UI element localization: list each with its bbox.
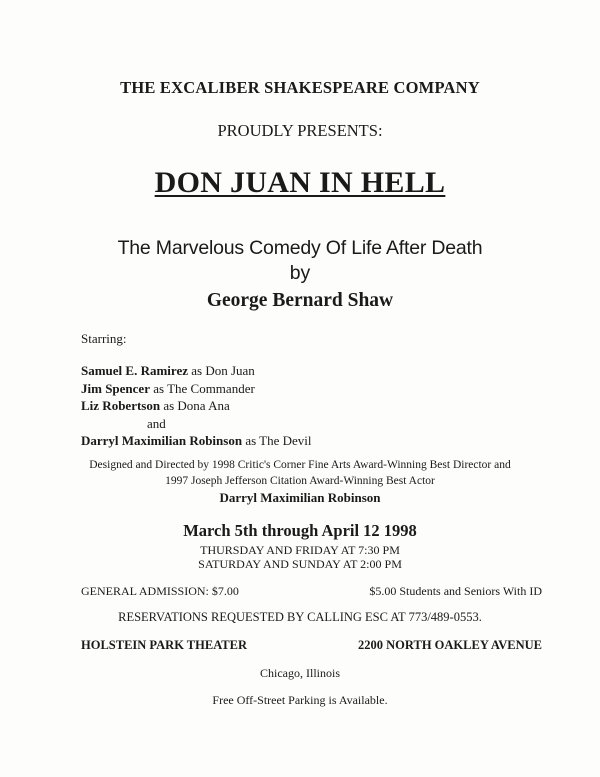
starring-label: Starring: — [81, 331, 127, 346]
cast-member-name: Jim Spencer — [81, 381, 150, 396]
performance-dates: March 5th through April 12 1998 — [183, 521, 417, 540]
play-title: DON JUAN IN HELL — [154, 166, 446, 199]
cast-member-role: as Don Juan — [188, 363, 255, 378]
city-line: Chicago, Illinois — [260, 666, 340, 680]
cast-member-role: as The Commander — [149, 381, 255, 396]
credits-line-1: Designed and Directed by 1998 Critic's Corner Fine Arts Award-Winning Best Director and — [89, 459, 511, 471]
company-name: THE EXCALIBER SHAKESPEARE COMPANY — [120, 78, 480, 97]
student-senior-price: $5.00 Students and Seniors With ID — [369, 584, 542, 598]
performance-time: THURSDAY AND FRIDAY AT 7:30 PM — [200, 543, 400, 557]
cast-member — [81, 381, 255, 397]
cast-member-name: Samuel E. Ramirez — [81, 363, 188, 378]
cast-member-role: as The Devil — [242, 433, 312, 448]
cast-member-role: as Dona Ana — [160, 398, 230, 413]
play-subtitle: The Marvelous Comedy Of Life After Death — [117, 237, 483, 259]
general-admission-price: GENERAL ADMISSION: $7.00 — [81, 584, 239, 598]
cast-member — [81, 398, 230, 414]
cast-member-name: Darryl Maximilian Robinson — [81, 433, 243, 448]
performance-time: SATURDAY AND SUNDAY AT 2:00 PM — [198, 557, 402, 571]
cast-member — [81, 433, 312, 449]
presents-line: PROUDLY PRESENTS: — [217, 121, 383, 140]
by-line: by — [289, 262, 311, 284]
theater-name: HOLSTEIN PARK THEATER — [81, 638, 248, 652]
director-name: Darryl Maximilian Robinson — [219, 490, 381, 505]
author-name: George Bernard Shaw — [206, 290, 394, 311]
cast-member-name: Liz Robertson — [81, 398, 161, 413]
parking-line: Free Off-Street Parking is Available. — [212, 693, 388, 707]
credits-line-2: 1997 Joseph Jefferson Citation Award-Winning Best Actor — [165, 475, 435, 487]
theater-address: 2200 NORTH OAKLEY AVENUE — [358, 638, 542, 652]
reservations-line: RESERVATIONS REQUESTED BY CALLING ESC AT 773/489-0553. — [118, 610, 482, 624]
and-connector: and — [147, 416, 166, 431]
cast-member — [81, 363, 255, 379]
